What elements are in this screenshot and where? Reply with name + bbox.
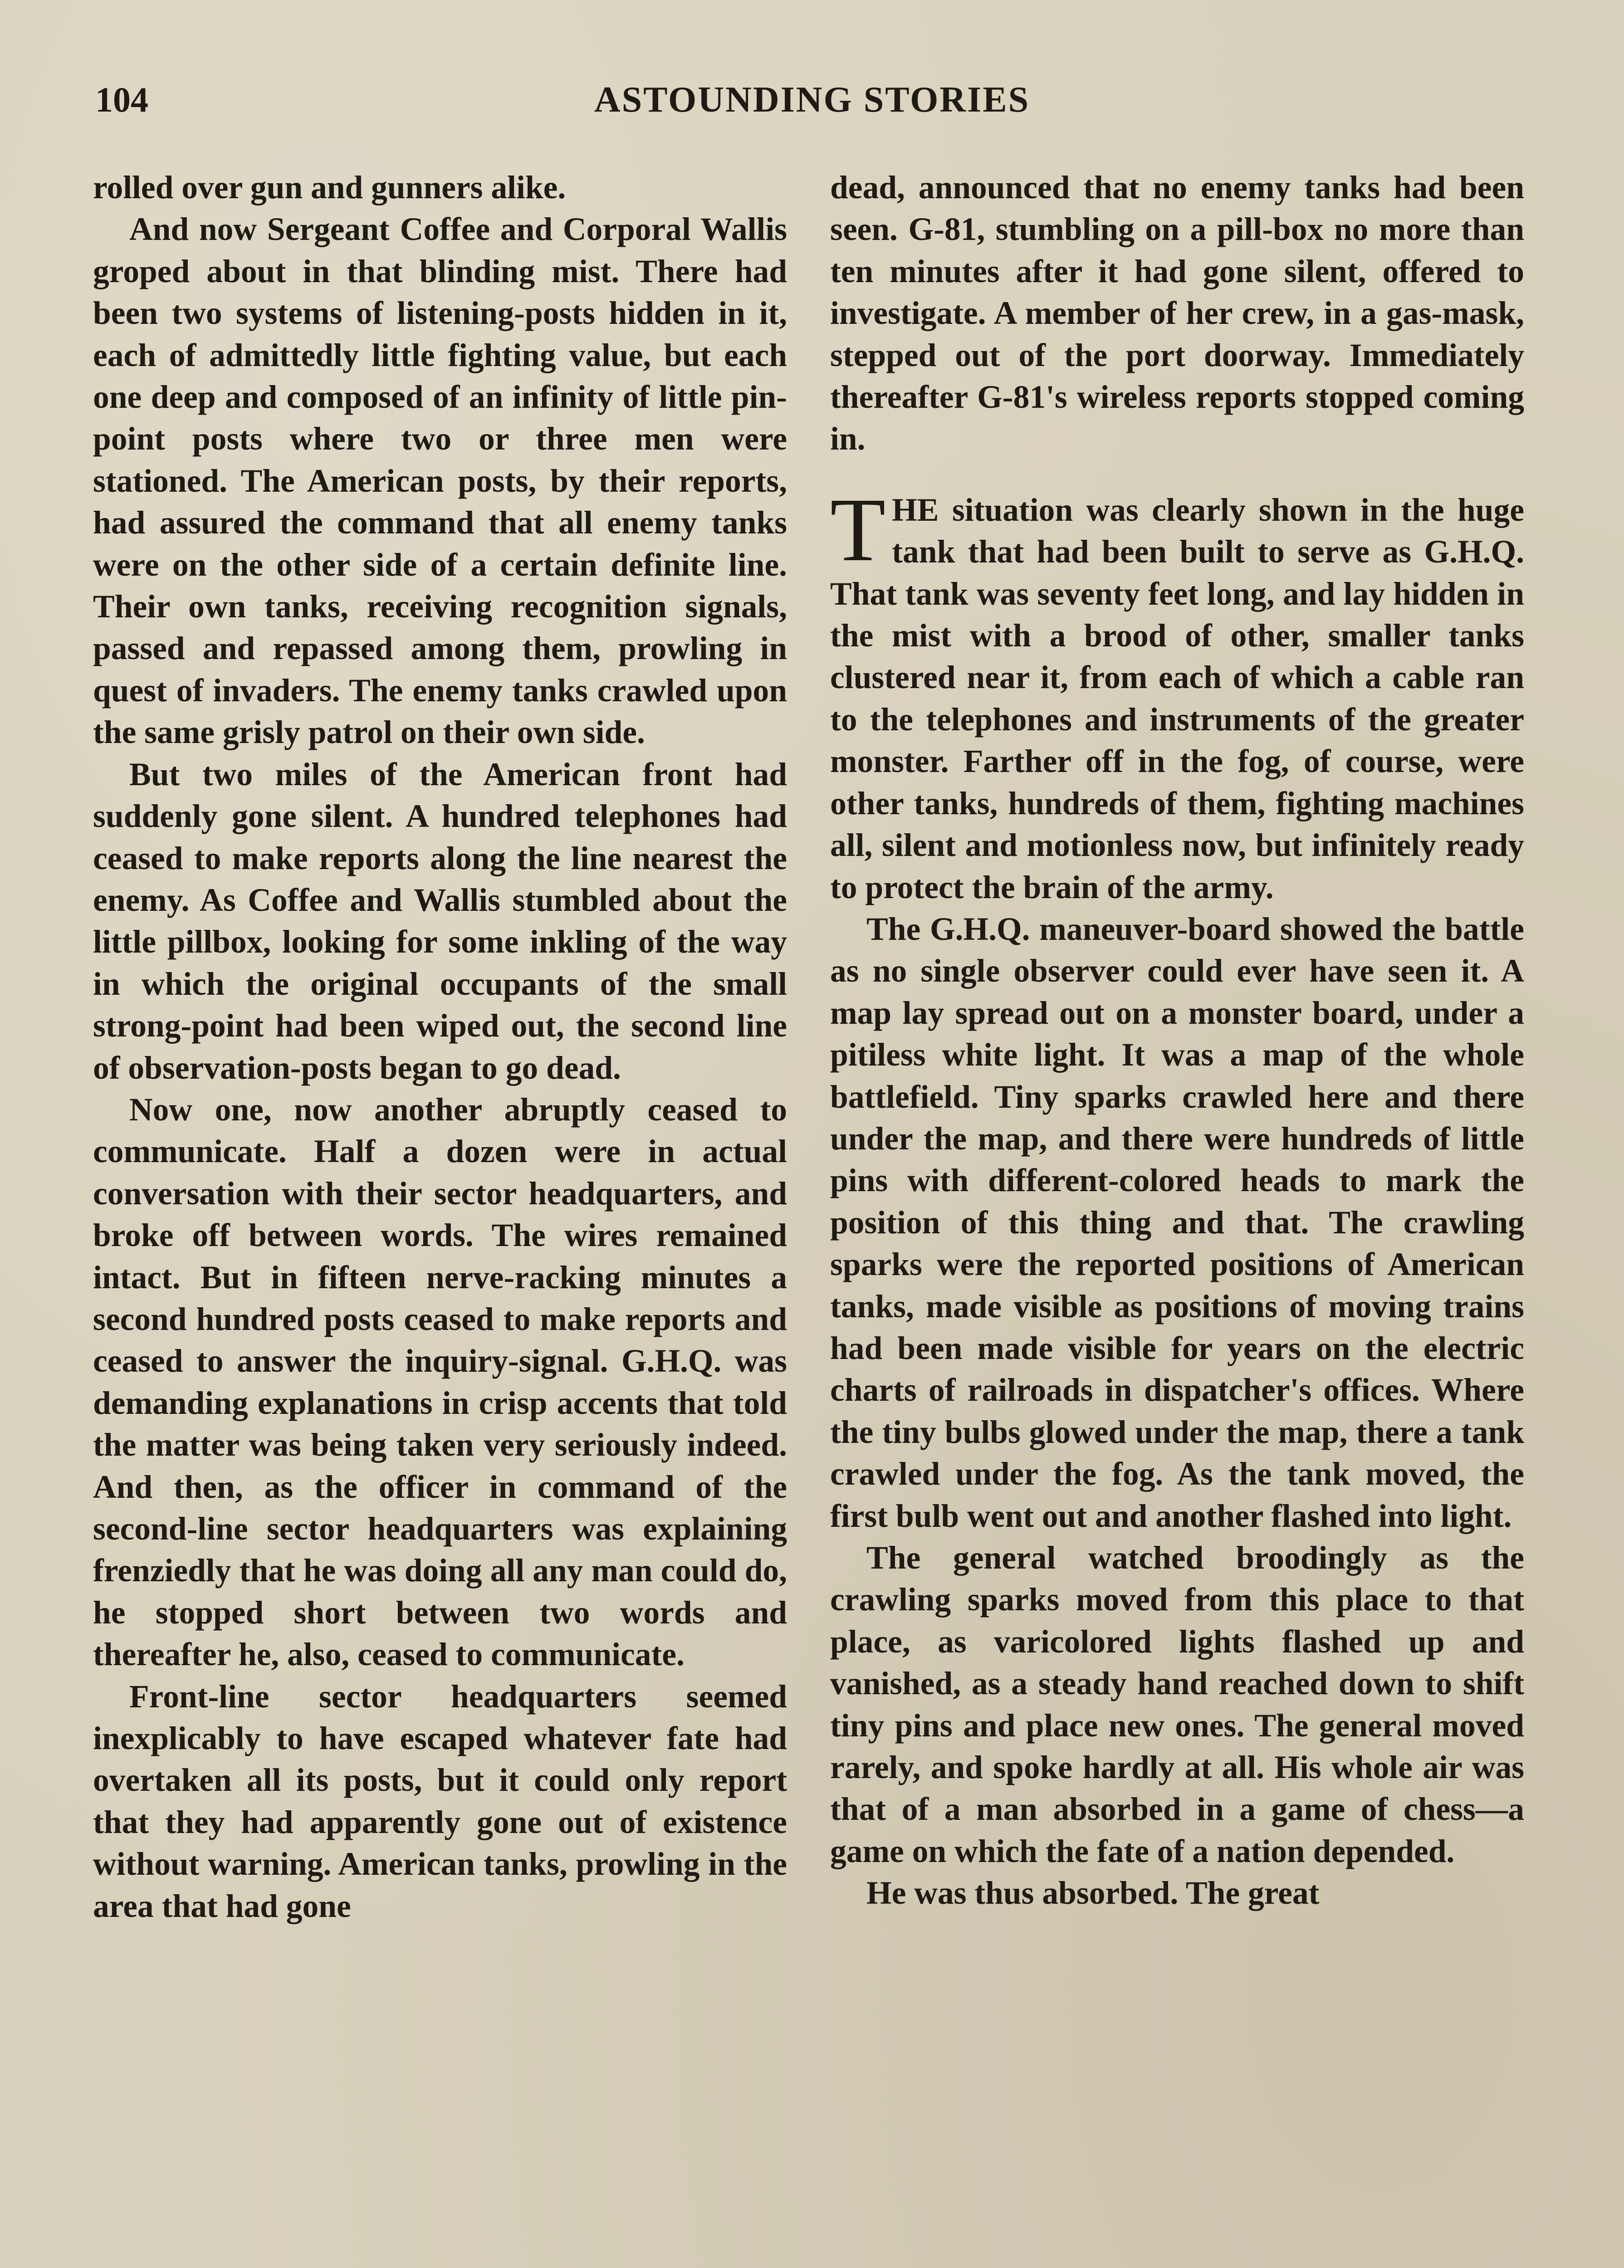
paragraph: rolled over gun and gunners alike. <box>93 170 566 205</box>
section-opening-paragraph <box>830 479 1524 909</box>
paragraph: He was thus absorbed. The great <box>866 1875 1320 1911</box>
running-head: ASTOUNDING STORIES <box>594 80 1030 120</box>
drop-cap: T <box>830 479 886 580</box>
page-header <box>95 79 1529 129</box>
paragraph: The G.H.Q. maneuver-board showed the battle as no single observer could ever have seen it. A map lay spread out on a monster board, under a pitiless white light. It was a map of the whole battlefield. Tiny sparks crawled here and there under the map, and there were hundreds of little pins with different-colored heads to mark the position of this thing and that. The crawling sparks were the reported positions of American tanks, made visible as positions of moving trains had been made visible for years on the electric charts of railroads in dispatcher's offices. Where the tiny bulbs glowed under the map, there a tank crawled under the fog. As the tank moved, the first bulb went out and another flashed into light. <box>830 911 1524 1534</box>
paragraph: dead, announced that no enemy tanks had been seen. G-81, stumbling on a pill-box no more than ten minutes after it had gone silent, offered to investigate. A member of her crew, in a gas-mask, stepped out of the port doorway. Immediately thereafter G-81's wireless reports stopped coming in. <box>830 170 1524 457</box>
section-opening-text: HE situation was clearly shown in the huge tank that had been built to serve as G.H.Q. That tank was seventy feet long, and lay hidden in the mist with a brood of other, smaller tanks clustered near it, from each of which a cable ran to the telephones and instruments of the greater monster. Farther off in the fog, of course, were other tanks, hundreds of them, fighting machines all, silent and motionless now, but infinitely ready to protect the brain of the army. <box>830 492 1524 905</box>
paragraph: But two miles of the American front had suddenly gone silent. A hundred telephones had ceased to make reports along the line nearest the enemy. As Coffee and Wallis stumbled about the little pillbox, looking for some inkling of the way in which the original occupants of the small strong-point had been wiped out, the second line of observation-posts began to go dead. <box>93 756 787 1086</box>
page-number: 104 <box>95 80 148 119</box>
paragraph: Now one, now another abruptly ceased to communicate. Half a dozen were in actual conversation with their sector headquarters, and broke off between words. The wires remained intact. But in fifteen nerve-racking minutes a second hundred posts ceased to make reports and ceased to answer the inquiry-signal. G.H.Q. was demanding explanations in crisp accents that told the matter was being taken very seriously indeed. And then, as the officer in command of the second-line sector headquarters was explaining frenziedly that he was doing all any man could do, he stopped short between two words and thereafter he, also, ceased to communicate. <box>93 1091 787 1673</box>
paragraph: The general watched broodingly as the crawling sparks moved from this place to that place, as varicolored lights flashed up and vanished, as a steady hand reached down to shift tiny pins and place new ones. The general moved rarely, and spoke hardly at all. His whole air was that of a man absorbed in a game of chess—a game on which the fate of a nation depended. <box>830 1540 1524 1869</box>
left-column <box>93 167 787 1927</box>
paragraph: Front-line sector headquarters seemed inexplicably to have escaped whatever fate had overtaken all its posts, but it could only report that they had apparently gone out of existence without warning. American tanks, prowling in the area that had gone <box>93 1678 787 1924</box>
right-column <box>830 167 1524 1915</box>
paragraph: And now Sergeant Coffee and Corporal Wallis groped about in that blinding mist. There had been two systems of listening-posts hidden in it, each of admittedly little fighting value, but each one deep and composed of an infinity of little pin-point posts where two or three men were stationed. The American posts, by their reports, had assured the command that all enemy tanks were on the other side of a certain definite line. Their own tanks, receiving recognition signals, passed and repassed among them, prowling in quest of invaders. The enemy tanks crawled upon the same grisly patrol on their own side. <box>93 211 787 751</box>
